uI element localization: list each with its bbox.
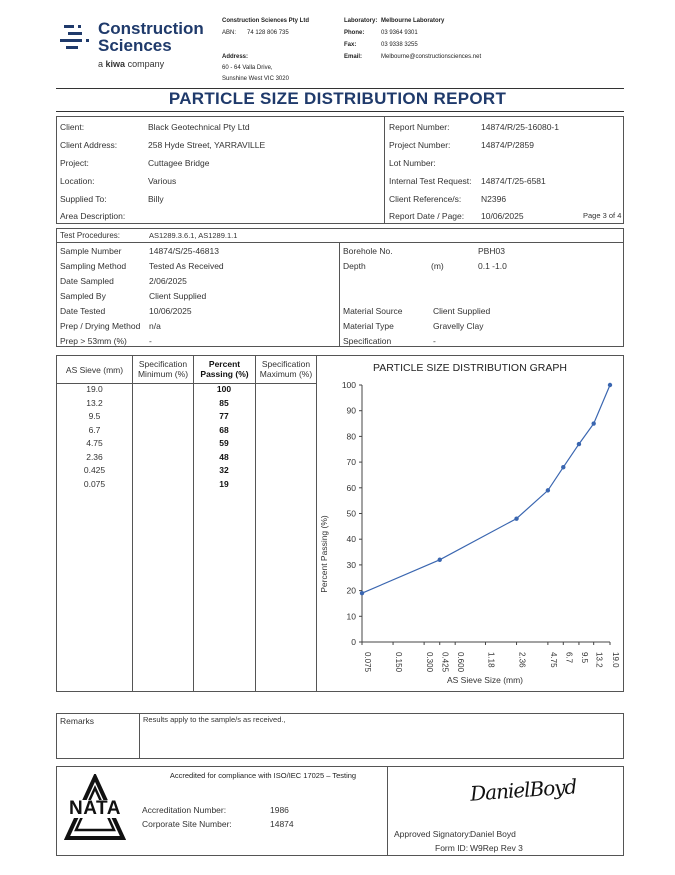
table-row-sieve: 2.36 bbox=[86, 451, 103, 462]
chart-data-point bbox=[577, 442, 581, 446]
sample-info-rule bbox=[56, 242, 624, 243]
logo-tag-brand: kiwa bbox=[105, 59, 126, 69]
location-label: Location: bbox=[60, 176, 95, 186]
lot-number-label: Lot Number: bbox=[389, 158, 436, 168]
header-rule-bottom bbox=[56, 111, 624, 112]
site-label: Corporate Site Number: bbox=[142, 819, 232, 829]
client-info-box bbox=[56, 116, 624, 224]
client-address-value: 258 Hyde Street, YARRAVILLE bbox=[148, 140, 266, 150]
chart-y-tick-label: 90 bbox=[346, 405, 356, 416]
laboratory-value: Melbourne Laboratory bbox=[381, 18, 445, 24]
chart-data-point bbox=[546, 488, 550, 492]
report-date-label: Report Date / Page: bbox=[389, 211, 465, 221]
client-label: Client: bbox=[60, 122, 85, 132]
logo-tag-prefix: a bbox=[98, 59, 104, 69]
col-header-spec-min: Specification Minimum (%) bbox=[137, 359, 189, 379]
borehole-value: PBH03 bbox=[478, 246, 505, 256]
table-row-passing: 19 bbox=[219, 478, 229, 489]
chart-x-tick-label: 6.7 bbox=[564, 652, 574, 664]
specification-value: - bbox=[433, 336, 436, 346]
chart-data-point bbox=[360, 591, 364, 595]
project-number-value: 14874/P/2859 bbox=[481, 140, 534, 150]
test-procedures-label: Test Procedures: bbox=[60, 231, 121, 240]
signatory-label: Approved Signatory: bbox=[394, 829, 472, 839]
table-row-passing: 85 bbox=[219, 397, 229, 408]
table-col-div-3 bbox=[255, 355, 256, 692]
chart-x-tick-label: 0.425 bbox=[440, 652, 450, 673]
date-tested-label: Date Tested bbox=[60, 306, 106, 316]
chart-y-tick-label: 100 bbox=[341, 380, 356, 390]
address-label: Address: bbox=[222, 54, 249, 60]
site-value: 14874 bbox=[270, 819, 294, 829]
chart-data-point bbox=[608, 383, 612, 387]
report-number-label: Report Number: bbox=[389, 122, 450, 132]
table-row-passing: 68 bbox=[219, 424, 229, 435]
col-header-passing: Percent Passing (%) bbox=[200, 359, 249, 379]
chart-data-point bbox=[591, 421, 595, 425]
col-header-sieve: AS Sieve (mm) bbox=[65, 365, 124, 375]
page-title: PARTICLE SIZE DISTRIBUTION REPORT bbox=[168, 89, 507, 108]
prep53-value: - bbox=[149, 336, 152, 346]
sampled-by-label: Sampled By bbox=[60, 291, 106, 301]
client-info-divider bbox=[384, 116, 385, 224]
table-row-sieve: 4.75 bbox=[86, 438, 103, 448]
depth-label: Depth bbox=[343, 261, 366, 271]
depth-unit: (m) bbox=[431, 261, 444, 271]
psd-chart bbox=[316, 356, 624, 691]
accreditation-value: 1986 bbox=[270, 805, 289, 815]
client-value: Black Geotechnical Pty Ltd bbox=[148, 122, 250, 132]
form-value: W9Rep Rev 3 bbox=[470, 843, 523, 853]
chart-x-tick-label: 1.18 bbox=[486, 652, 496, 668]
remarks-text: Results apply to the sample/s as received., bbox=[143, 715, 286, 724]
company-logo bbox=[60, 20, 220, 75]
table-row-passing: 100 bbox=[216, 384, 232, 394]
sample-number-label: Sample Number bbox=[60, 246, 122, 256]
material-type-label: Material Type bbox=[343, 321, 394, 331]
company-name: Construction Sciences Pty Ltd bbox=[222, 18, 310, 24]
date-sampled-label: Date Sampled bbox=[60, 276, 114, 286]
chart-x-tick-label: 9.5 bbox=[579, 652, 589, 664]
email-value: Melbourne@constructionsciences.net bbox=[381, 54, 482, 60]
prep-label: Prep / Drying Method bbox=[60, 321, 141, 331]
chart-x-tick-label: 0.600 bbox=[456, 652, 466, 673]
logo-tagline bbox=[98, 59, 164, 69]
material-source-label: Material Source bbox=[343, 306, 403, 316]
client-address-label: Client Address: bbox=[60, 140, 118, 150]
nata-logo-text: NATA bbox=[69, 798, 121, 819]
table-row-sieve: 13.2 bbox=[86, 397, 103, 408]
project-value: Cuttagee Bridge bbox=[148, 158, 210, 168]
chart-x-tick-label: 13.2 bbox=[594, 652, 604, 668]
chart-data-point bbox=[438, 558, 442, 562]
client-ref-value: N2396 bbox=[481, 194, 507, 204]
sample-number-value: 14874/S/25-46813 bbox=[149, 246, 219, 256]
col-header-spec-max: Specification Maximum (%) bbox=[259, 359, 313, 379]
form-label: Form ID: bbox=[435, 843, 469, 853]
table-row-passing: 48 bbox=[219, 451, 229, 462]
chart-y-tick-label: 70 bbox=[346, 457, 356, 468]
material-source-value: Client Supplied bbox=[433, 306, 491, 316]
internal-test-value: 14874/T/25-6581 bbox=[481, 176, 546, 186]
chart-y-tick-label: 20 bbox=[346, 585, 356, 596]
phone-label: Phone: bbox=[344, 30, 365, 36]
prep-value: n/a bbox=[149, 321, 161, 331]
remarks-label: Remarks bbox=[60, 716, 95, 726]
table-row-sieve: 6.7 bbox=[88, 424, 101, 435]
report-number-value: 14874/R/25-16080-1 bbox=[481, 122, 559, 132]
sampling-method-label: Sampling Method bbox=[60, 261, 127, 271]
material-type-value: Gravelly Clay bbox=[433, 321, 484, 331]
chart-y-tick-label: 0 bbox=[351, 637, 356, 647]
remarks-divider bbox=[139, 713, 140, 759]
internal-test-label: Internal Test Request: bbox=[389, 176, 472, 186]
abn-value: 74 128 806 735 bbox=[247, 30, 289, 36]
chart-x-tick-label: 19.0 bbox=[611, 652, 620, 668]
address-line1: 60 - 64 Valla Drive, bbox=[222, 65, 273, 71]
table-row-sieve: 9.5 bbox=[88, 411, 101, 421]
chart-y-tick-label: 40 bbox=[346, 534, 356, 545]
fax-label: Fax: bbox=[344, 42, 357, 48]
accredited-text: Accredited for compliance with ISO/IEC 17025 – Testing bbox=[169, 771, 357, 780]
specification-label: Specification bbox=[343, 336, 392, 346]
chart-x-tick-label: 0.075 bbox=[363, 652, 372, 673]
sampling-method-value: Tested As Received bbox=[149, 261, 224, 271]
logo-line2: Sciences bbox=[98, 36, 172, 55]
table-row-passing: 59 bbox=[219, 438, 229, 448]
test-procedures-value: AS1289.3.6.1, AS1289.1.1 bbox=[149, 231, 238, 240]
signatory-value: Daniel Boyd bbox=[470, 829, 516, 839]
project-number-label: Project Number: bbox=[389, 140, 451, 150]
logo-mark-icon bbox=[60, 23, 92, 55]
sampled-by-value: Client Supplied bbox=[149, 291, 207, 301]
client-ref-label: Client Reference/s: bbox=[389, 194, 462, 204]
table-row-sieve: 19.0 bbox=[86, 384, 103, 394]
table-row-sieve: 0.075 bbox=[83, 478, 106, 489]
borehole-label: Borehole No. bbox=[343, 246, 393, 256]
logo-line1: Construction bbox=[98, 19, 204, 38]
chart-y-tick-label: 50 bbox=[346, 508, 356, 519]
chart-y-tick-label: 60 bbox=[346, 482, 356, 493]
chart-x-tick-label: 0.150 bbox=[394, 652, 404, 673]
sample-info-box bbox=[56, 228, 624, 347]
chart-data-point bbox=[514, 516, 518, 520]
abn-label: ABN: bbox=[222, 30, 237, 36]
chart-x-tick-label: 4.75 bbox=[548, 652, 558, 668]
chart-x-tick-label: 0.300 bbox=[425, 652, 435, 673]
area-label: Area Description: bbox=[60, 211, 126, 221]
table-row-passing: 32 bbox=[219, 465, 229, 475]
supplied-to-value: Billy bbox=[148, 194, 164, 204]
project-label: Project: bbox=[60, 158, 89, 168]
sample-info-divider bbox=[339, 242, 340, 347]
phone-value: 03 9364 9301 bbox=[381, 30, 418, 36]
depth-value: 0.1 -1.0 bbox=[478, 261, 507, 271]
accreditation-label: Accreditation Number: bbox=[142, 805, 227, 815]
prep53-label: Prep > 53mm (%) bbox=[60, 336, 127, 346]
date-sampled-value: 2/06/2025 bbox=[149, 276, 187, 286]
chart-title: PARTICLE SIZE DISTRIBUTION GRAPH bbox=[373, 362, 567, 374]
chart-series-line bbox=[362, 385, 610, 593]
fax-value: 03 9338 3255 bbox=[381, 42, 418, 48]
remarks-box bbox=[56, 713, 624, 759]
address-line2: Sunshine West VIC 3020 bbox=[222, 76, 289, 82]
laboratory-label: Laboratory: bbox=[344, 18, 378, 24]
page-number: Page 3 of 4 bbox=[583, 211, 622, 220]
chart-ylabel: Percent Passing (%) bbox=[319, 515, 329, 593]
date-tested-value: 10/06/2025 bbox=[149, 306, 192, 316]
chart-y-tick-label: 30 bbox=[346, 559, 356, 570]
footer-divider bbox=[387, 766, 388, 856]
logo-tag-suffix: company bbox=[127, 59, 165, 69]
chart-y-tick-label: 10 bbox=[346, 611, 356, 622]
chart-y-tick-label: 80 bbox=[346, 431, 356, 442]
table-row-sieve: 0.425 bbox=[83, 465, 106, 475]
chart-data-point bbox=[561, 465, 565, 469]
signature: DanielBoyd bbox=[469, 774, 578, 806]
location-value: Various bbox=[148, 176, 177, 186]
chart-xlabel: AS Sieve Size (mm) bbox=[446, 675, 524, 685]
supplied-to-label: Supplied To: bbox=[60, 194, 107, 204]
table-row-passing: 77 bbox=[219, 411, 229, 421]
chart-x-tick-label: 2.36 bbox=[517, 652, 527, 668]
email-label: Email: bbox=[344, 54, 363, 60]
report-date-value: 10/06/2025 bbox=[481, 211, 524, 221]
